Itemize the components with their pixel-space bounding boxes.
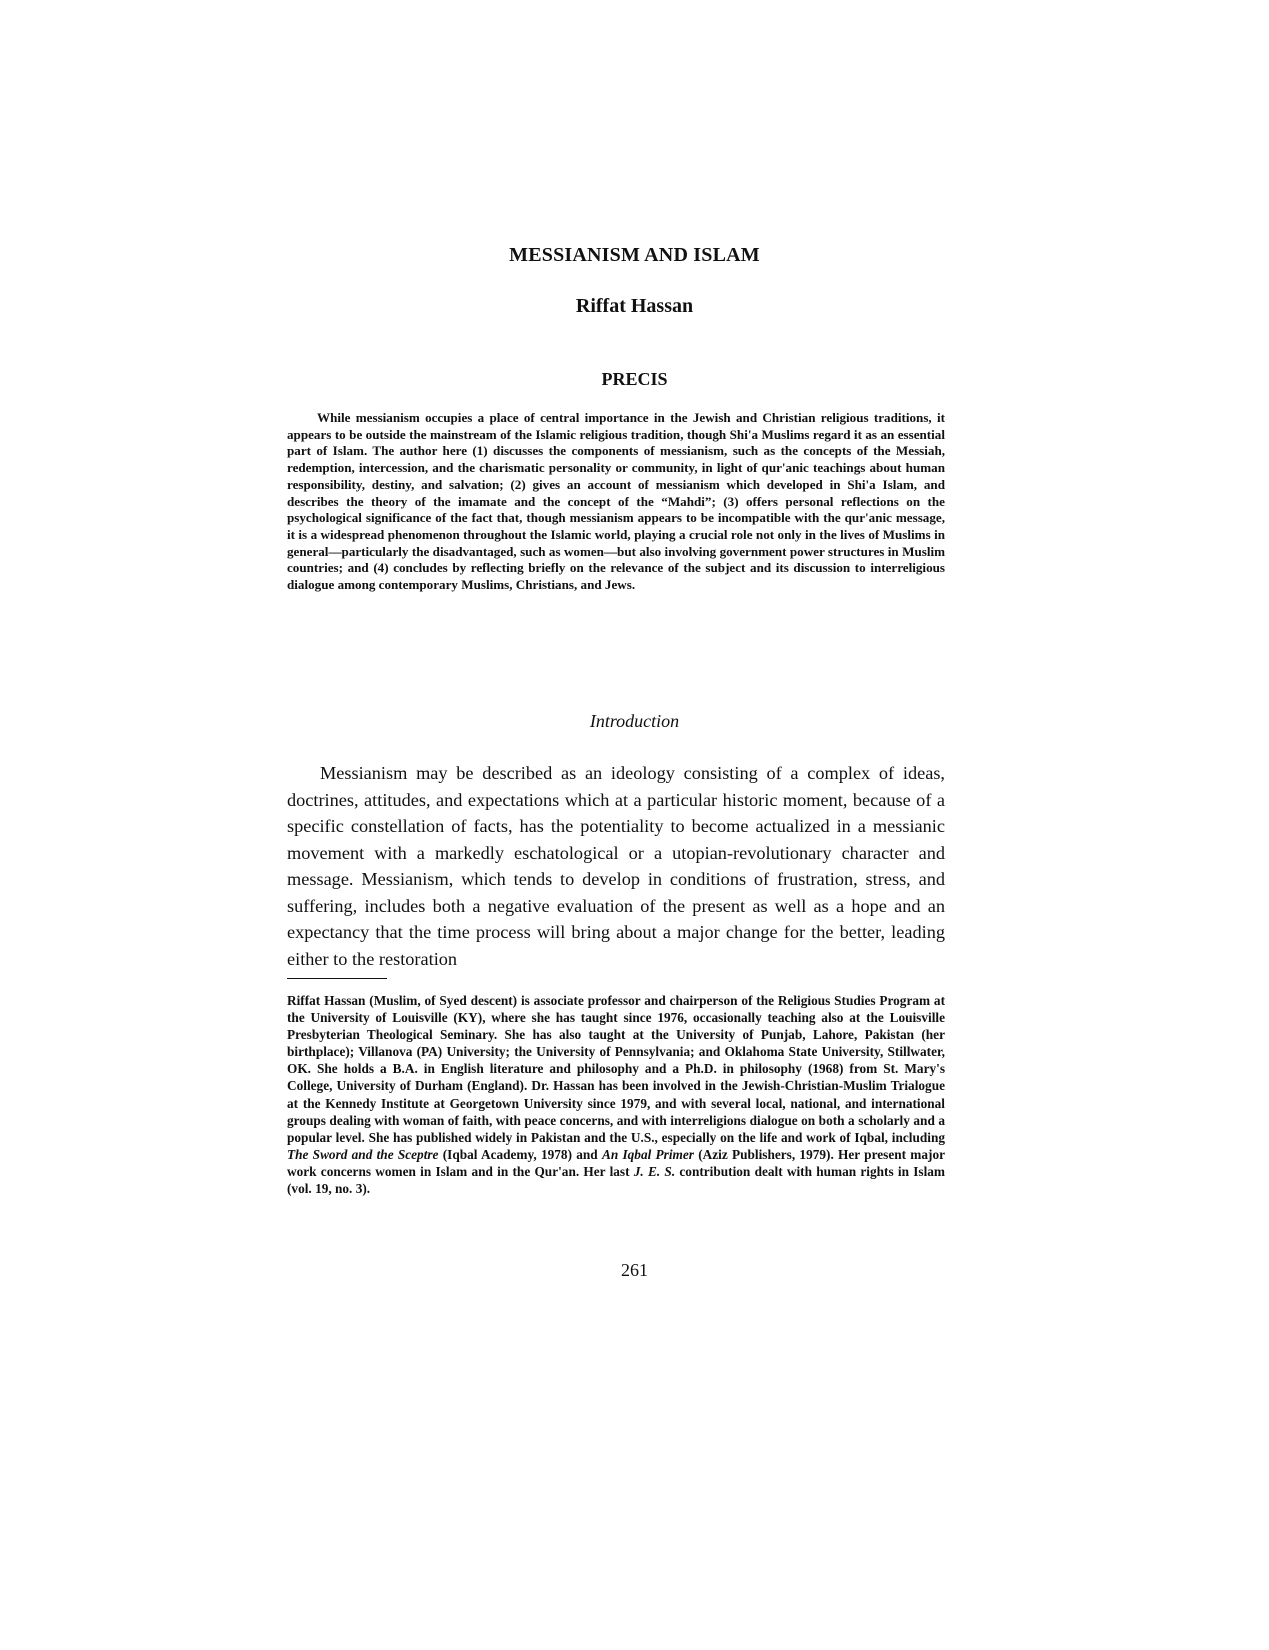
introduction-heading: Introduction: [589, 711, 680, 731]
book-title-sword-and-sceptre: The Sword and the Sceptre: [287, 1146, 439, 1162]
introduction-body: [287, 760, 945, 972]
footnote-text-part: (Iqbal Academy, 1978) and: [438, 1146, 602, 1162]
footnote-text-part: Riffat Hassan (Muslim, of Syed descent) is associate professor and chairperson of the Religious Studies Program at the University of Louisville (KY), where she has taught since 1976, occasionally teaching also at the Louisville Presbyterian Theological Seminary. She has also taught at the University of Punjab, Lahore, Pakistan (her birthplace); Villanova (PA) University; the University of Pennsylvania; and Oklahoma State University, Stillwater, OK. She holds a B.A. in English literature and philosophy and a Ph.D. in philosophy (1968) from St. Mary's College, University of Durham (England). Dr. Hassan has been involved in the Jewish-Christian-Muslim Trialogue at the Kennedy Institute at Georgetown University since 1979, and with several local, national, and international groups dealing with woman of faith, with peace concerns, and with interreligions dialogue on both a scholarly and a popular level. She has published widely in Pakistan and the U.S., especially on the life and work of Iqbal, including: [287, 993, 945, 1145]
footnote-divider: [287, 978, 387, 979]
article-author: Riffat Hassan: [575, 295, 694, 317]
precis-abstract: [287, 410, 945, 594]
precis-heading: PRECIS: [601, 369, 668, 389]
article-title: MESSIANISM AND ISLAM: [509, 244, 760, 266]
footnote-text-part: contribution dealt with human rights in Islam (vol. 19, no. 3).: [287, 1163, 945, 1197]
footnote-text-part: (Aziz Publishers, 1979). Her present major work concerns women in Islam and in the Qur'an. Her last: [287, 1146, 945, 1179]
author-footnote: [287, 992, 945, 1197]
footnote-paragraph: [287, 992, 945, 1197]
page-number: 261: [621, 1260, 648, 1280]
precis-paragraph: While messianism occupies a place of central importance in the Jewish and Christian religious traditions, it appears to be outside the mainstream of the Islamic religious tradition, though Shi'a Muslims regard it as an essential part of Islam. The author here (1) discusses the components of messianism, such as the concepts of the Messiah, redemption, intercession, and the charismatic personality or community, in light of qur'anic teachings about human responsibility, destiny, and salvation; (2) gives an account of messianism which developed in Shi'a Islam, and describes the theory of the imamate and the concept of the “Mahdi”; (3) offers personal reflections on the psychological significance of the fact that, though messianism appears to be incompatible with the qur'anic message, it is a widespread phenomenon throughout the Islamic world, playing a crucial role not only in the lives of Muslims in general—particularly the disadvantaged, such as women—but also involving government power structures in Muslim countries; and (4) concludes by reflecting briefly on the relevance of the subject and its discussion to interreligious dialogue among contemporary Muslims, Christians, and Jews.: [287, 410, 945, 593]
introduction-paragraph: Messianism may be described as an ideology consisting of a complex of ideas, doctrines, attitudes, and expectations which at a particular historic moment, because of a specific constellation of facts, has the potentiality to become actualized in a messianic movement with a markedly eschatological or a utopian-revolutionary character and message. Messianism, which tends to develop in conditions of frustration, stress, and suffering, includes both a negative evaluation of the present as well as a hope and an expectancy that the time process will bring about a major change for the better, leading either to the restoration: [287, 763, 945, 969]
book-title-iqbal-primer: An Iqbal Primer: [601, 1146, 694, 1162]
journal-abbreviation: J. E. S.: [633, 1163, 676, 1179]
